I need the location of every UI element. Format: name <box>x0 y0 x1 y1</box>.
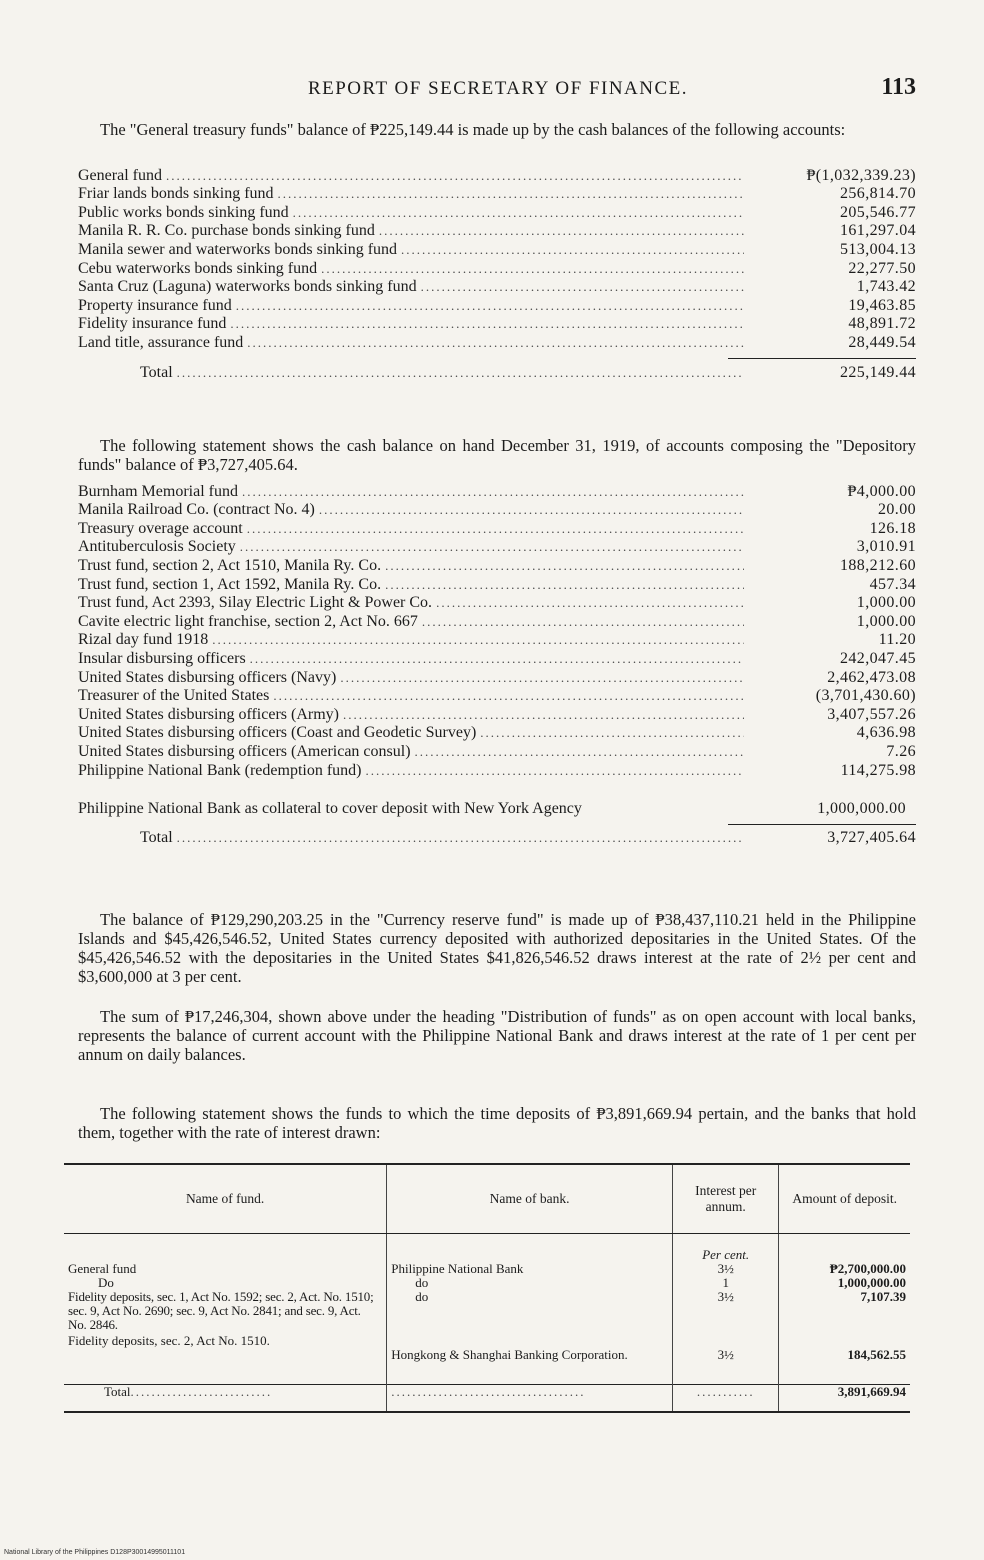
account-name: Fidelity insurance fund <box>78 315 227 333</box>
account-amount: 3,407,557.26 <box>827 705 916 723</box>
ledger-row <box>78 631 916 650</box>
ledger-row <box>78 724 916 743</box>
fund-name: General fund <box>68 1261 137 1276</box>
account-name: Treasurer of the United States <box>78 687 270 705</box>
ledger-row <box>78 259 916 278</box>
leader-dots <box>401 241 744 259</box>
bank-name: Philippine National Bank <box>391 1261 524 1276</box>
total-amount-cell <box>779 1385 910 1413</box>
account-name: United States disbursing officers (American consul) <box>78 742 411 760</box>
col-header-bank: Name of bank. <box>387 1164 673 1234</box>
leader-dots <box>385 576 744 594</box>
amount-value: 1,000,000.00 <box>837 1275 906 1290</box>
leader-dots <box>177 364 744 382</box>
leader-dots <box>278 185 744 203</box>
total-rule <box>728 824 916 825</box>
intro-general-paragraph <box>78 120 916 139</box>
account-amount: 4,636.98 <box>856 724 916 742</box>
account-name: Manila Railroad Co. (contract No. 4) <box>78 501 315 519</box>
intro-depository-paragraph <box>78 436 916 474</box>
ledger-row <box>78 519 916 538</box>
ledger-row <box>78 705 916 724</box>
account-amount: 1,000,000.00 <box>817 799 906 817</box>
leader-dots <box>230 315 744 333</box>
leader-dots <box>321 260 744 278</box>
account-name: United States disbursing officers (Navy) <box>78 668 337 686</box>
account-name: Trust fund, section 2, Act 1510, Manila Ry. Co. <box>78 556 382 574</box>
col-header-rate: Interest per annum. <box>672 1164 779 1234</box>
account-amount: 11.20 <box>878 631 916 649</box>
total-label-cell: Total........................... <box>64 1385 387 1413</box>
leader-dots <box>480 724 744 742</box>
leader-dots <box>319 501 744 519</box>
account-name: Burnham Memorial fund <box>78 482 238 500</box>
page-header <box>80 74 916 106</box>
account-amount: (3,701,430.60) <box>815 687 916 705</box>
leader-dots <box>343 706 744 724</box>
account-name: United States disbursing officers (Coast and Geodetic Survey) <box>78 724 477 742</box>
rate-value: 3½ <box>717 1347 734 1362</box>
account-amount: 114,275.98 <box>840 761 916 779</box>
ledger-row <box>78 761 916 780</box>
account-name: General fund <box>78 166 162 184</box>
account-name: Public works bonds sinking fund <box>78 203 289 221</box>
ledger-row <box>78 278 916 297</box>
account-amount: 1,000.00 <box>856 594 916 612</box>
fund-name: Fidelity deposits, sec. 2, Act No. 1510. <box>68 1333 270 1348</box>
bank-cell <box>387 1234 673 1385</box>
fund-name: Fidelity deposits, sec. 1, Act No. 1592; sec. 2, Act. No. 1510; sec. 9, Act No. 2690; sec. 9, Act No. 2841; and sec. 9, Act. No. 2846. <box>68 1289 374 1332</box>
account-name: Trust fund, section 1, Act 1592, Manila Ry. Co. <box>78 575 382 593</box>
leader-dots <box>177 829 744 847</box>
ledger-row <box>78 333 916 352</box>
account-name: Property insurance fund <box>78 296 232 314</box>
account-name: United States disbursing officers (Army) <box>78 705 339 723</box>
account-amount: 513,004.13 <box>840 240 916 258</box>
account-name: Antituberculosis Society <box>78 538 236 556</box>
rate-cell <box>672 1234 779 1385</box>
ledger-row <box>78 482 916 501</box>
account-name: Cavite electric light franchise, section 2, Act No. 667 <box>78 612 418 630</box>
col-header-amount: Amount of deposit. <box>779 1164 910 1234</box>
account-name: Treasury overage account <box>78 519 243 537</box>
total-rate-cell: ........... <box>672 1385 779 1413</box>
leader-dots <box>366 762 745 780</box>
currency-reserve-paragraph <box>78 910 916 986</box>
open-account-text: The sum of ₱17,246,304, shown above under the heading "Distribution of funds" as on open account with local banks, represents the balance of current account with the Philippine National Bank and draws interest at the rate of 1 per cent per annum on daily balances. <box>78 1007 916 1064</box>
rate-value: 1 <box>722 1275 729 1290</box>
bank-name: do <box>415 1275 429 1290</box>
leader-dots <box>415 743 744 761</box>
currency-reserve-text: The balance of ₱129,290,203.25 in the "Currency reserve fund" is made up of ₱38,437,110.21 held in the Philippine Islands and $45,426,546.52, United States currency deposited with authorized depositaries in the United States. Of the $45,426,546.52 with the depositaries in the United States $41,826,546.52 draws interest at the rate of 2½ per cent and $3,600,000 at 3 per cent. <box>78 910 916 986</box>
ledger-total-row <box>78 363 916 382</box>
ledger-row <box>78 315 916 334</box>
account-amount: 20.00 <box>878 501 916 519</box>
bank-name: do <box>415 1289 429 1304</box>
ledger-row <box>78 687 916 706</box>
account-amount: 1,743.42 <box>856 278 916 296</box>
leader-dots <box>250 650 744 668</box>
open-account-paragraph <box>78 1007 916 1064</box>
total-label: Total <box>140 363 173 381</box>
fund-cell <box>64 1234 387 1385</box>
col-header-fund: Name of fund. <box>64 1164 387 1234</box>
account-amount: 2,462,473.08 <box>827 668 916 686</box>
leader-dots <box>421 278 744 296</box>
account-name: Philippine National Bank (redemption fund) <box>78 761 362 779</box>
account-amount: 256,814.70 <box>840 185 916 203</box>
leader-dots <box>236 297 744 315</box>
leader-dots <box>247 520 744 538</box>
ledger-row <box>78 240 916 259</box>
table-header-row <box>64 1164 910 1234</box>
ledger-row <box>78 556 916 575</box>
table-total-row <box>64 1385 910 1413</box>
ledger-row <box>78 649 916 668</box>
leader-dots <box>242 483 744 501</box>
account-amount: 22,277.50 <box>848 259 916 277</box>
page-number: 113 <box>881 74 916 100</box>
ledger-row <box>78 203 916 222</box>
account-amount: ₱4,000.00 <box>847 482 916 500</box>
total-rule <box>728 358 916 359</box>
account-name: Manila sewer and waterworks bonds sinking fund <box>78 240 398 258</box>
leader-dots <box>273 687 744 705</box>
leader-dots <box>212 631 744 649</box>
account-amount: 205,546.77 <box>840 203 916 221</box>
total-amount: 3,891,669.94 <box>837 1384 906 1399</box>
rate-value: 3½ <box>717 1261 734 1276</box>
footer-attribution: National Library of the Philippines D128P30014995011101 <box>4 1549 186 1556</box>
general-funds-ledger <box>78 166 916 382</box>
account-amount: 242,047.45 <box>840 649 916 667</box>
intro-general-text: The "General treasury funds" balance of ₱225,149.44 is made up by the cash balances of the following accounts: <box>100 120 846 139</box>
account-name: Trust fund, Act 2393, Silay Electric Light & Power Co. <box>78 594 433 612</box>
amount-value: ₱2,700,000.00 <box>829 1261 906 1276</box>
depository-funds-ledger <box>78 482 916 847</box>
account-amount: 161,297.04 <box>840 222 916 240</box>
account-amount: 3,010.91 <box>856 538 916 556</box>
amount-value: 7,107.39 <box>860 1289 906 1304</box>
account-amount: 188,212.60 <box>840 556 916 574</box>
ledger-row <box>78 296 916 315</box>
account-amount: 7.26 <box>886 742 916 760</box>
account-name: Philippine National Bank as collateral to cover deposit with New York Agency <box>78 799 582 817</box>
time-deposits-paragraph <box>78 1104 916 1142</box>
account-amount: 28,449.54 <box>848 333 916 351</box>
total-bank-cell: ..................................... <box>387 1385 673 1413</box>
table-row <box>64 1234 910 1385</box>
leader-dots <box>422 613 744 631</box>
account-amount: 126.18 <box>869 519 916 537</box>
leader-dots <box>247 334 744 352</box>
total-label: Total <box>140 829 173 847</box>
rate-value: 3½ <box>717 1289 734 1304</box>
time-deposits-text: The following statement shows the funds to which the time deposits of ₱3,891,669.94 pertain, and the banks that hold them, together with the rate of interest drawn: <box>78 1104 916 1142</box>
ledger-row <box>78 538 916 557</box>
leader-dots <box>293 204 744 222</box>
ledger-row <box>78 668 916 687</box>
account-name: Friar lands bonds sinking fund <box>78 185 274 203</box>
running-title: REPORT OF SECRETARY OF FINANCE. <box>307 78 689 99</box>
account-amount: ₱(1,032,339.23) <box>806 166 916 184</box>
ledger-row <box>78 166 916 185</box>
account-name: Cebu waterworks bonds sinking fund <box>78 259 318 277</box>
total-label: Total <box>104 1384 131 1399</box>
ledger-row <box>78 612 916 631</box>
account-amount: 457.34 <box>869 575 916 593</box>
ledger-row <box>78 742 916 761</box>
bank-name: Hongkong & Shanghai Banking Corporation. <box>391 1347 628 1362</box>
account-name: Rizal day fund 1918 <box>78 631 209 649</box>
rate-unit: Per cent. <box>702 1247 750 1262</box>
intro-depository-text: The following statement shows the cash balance on hand December 31, 1919, of accounts composing the "Depository funds" balance of ₱3,727,405.64. <box>78 436 916 474</box>
leader-dots <box>240 538 744 556</box>
leader-dots <box>436 594 744 612</box>
account-name: Land title, assurance fund <box>78 333 244 351</box>
leader-dots <box>379 222 744 240</box>
ledger-row <box>78 780 916 818</box>
total-amount: 225,149.44 <box>840 363 916 381</box>
amount-cell <box>779 1234 910 1385</box>
ledger-total-row <box>78 829 916 848</box>
leader-dots <box>340 669 744 687</box>
ledger-row <box>78 594 916 613</box>
account-amount: 48,891.72 <box>848 315 916 333</box>
amount-value: 184,562.55 <box>847 1347 906 1362</box>
account-name: Manila R. R. Co. purchase bonds sinking fund <box>78 222 375 240</box>
ledger-row <box>78 501 916 520</box>
time-deposits-table <box>64 1163 910 1413</box>
leader-dots <box>166 167 744 185</box>
ledger-row <box>78 222 916 241</box>
fund-name: Do <box>98 1275 114 1290</box>
ledger-row <box>78 185 916 204</box>
account-name: Insular disbursing officers <box>78 649 246 667</box>
account-amount: 1,000.00 <box>856 612 916 630</box>
total-amount: 3,727,405.64 <box>827 829 916 847</box>
account-name: Santa Cruz (Laguna) waterworks bonds sinking fund <box>78 278 417 296</box>
leader-dots <box>385 557 744 575</box>
ledger-row <box>78 575 916 594</box>
account-amount: 19,463.85 <box>848 296 916 314</box>
